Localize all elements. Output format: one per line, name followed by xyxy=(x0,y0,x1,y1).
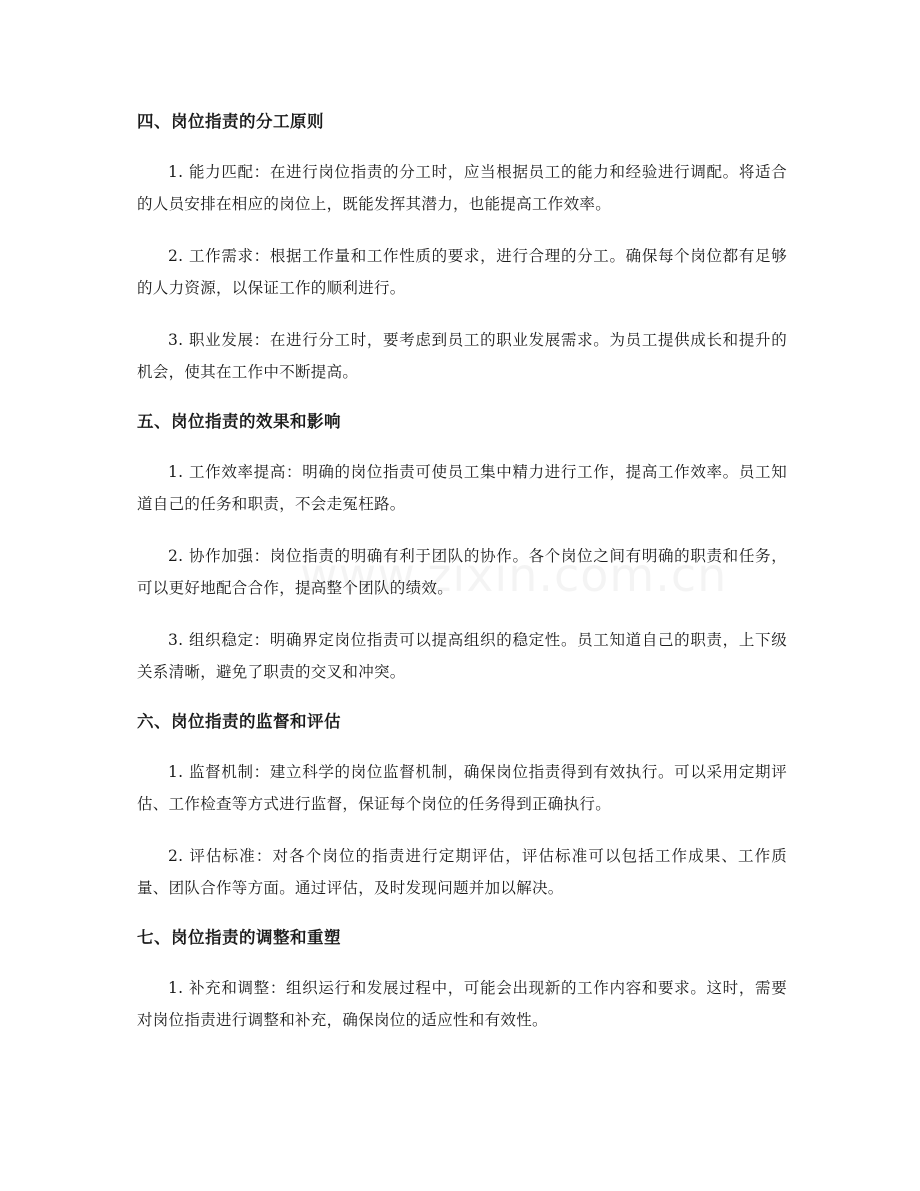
section-5 xyxy=(137,408,787,688)
section-heading: 五、岗位指责的效果和影响 xyxy=(137,412,341,431)
document-body xyxy=(137,108,787,1056)
paragraph: 1. 能力匹配：在进行岗位指责的分工时，应当根据员工的能力和经验进行调配。将适合的人员安排在相应的岗位上，既能发挥其潜力，也能提高工作效率。 xyxy=(137,163,787,213)
section-7 xyxy=(137,924,787,1036)
paragraph: 3. 组织稳定：明确界定岗位指责可以提高组织的稳定性。员工知道自己的职责，上下级关系清晰，避免了职责的交叉和冲突。 xyxy=(137,631,787,681)
paragraph: 3. 职业发展：在进行分工时，要考虑到员工的职业发展需求。为员工提供成长和提升的机会，使其在工作中不断提高。 xyxy=(137,331,787,381)
paragraph: 2. 协作加强：岗位指责的明确有利于团队的协作。各个岗位之间有明确的职责和任务，可以更好地配合合作，提高整个团队的绩效。 xyxy=(137,547,787,597)
section-4 xyxy=(137,108,787,388)
paragraph: 1. 补充和调整：组织运行和发展过程中，可能会出现新的工作内容和要求。这时，需要对岗位指责进行调整和补充，确保岗位的适应性和有效性。 xyxy=(137,979,787,1029)
paragraph: 1. 工作效率提高：明确的岗位指责可使员工集中精力进行工作，提高工作效率。员工知道自己的任务和职责，不会走冤枉路。 xyxy=(137,463,787,513)
paragraph: 2. 工作需求：根据工作量和工作性质的要求，进行合理的分工。确保每个岗位都有足够的人力资源，以保证工作的顺利进行。 xyxy=(137,247,787,297)
paragraph: 1. 监督机制：建立科学的岗位监督机制，确保岗位指责得到有效执行。可以采用定期评估、工作检查等方式进行监督，保证每个岗位的任务得到正确执行。 xyxy=(137,763,787,813)
section-heading: 七、岗位指责的调整和重塑 xyxy=(137,928,341,947)
paragraph: 2. 评估标准：对各个岗位的指责进行定期评估，评估标准可以包括工作成果、工作质量、团队合作等方面。通过评估，及时发现问题并加以解决。 xyxy=(137,847,787,897)
section-heading: 六、岗位指责的监督和评估 xyxy=(137,712,341,731)
section-heading: 四、岗位指责的分工原则 xyxy=(137,112,324,131)
section-6 xyxy=(137,708,787,904)
